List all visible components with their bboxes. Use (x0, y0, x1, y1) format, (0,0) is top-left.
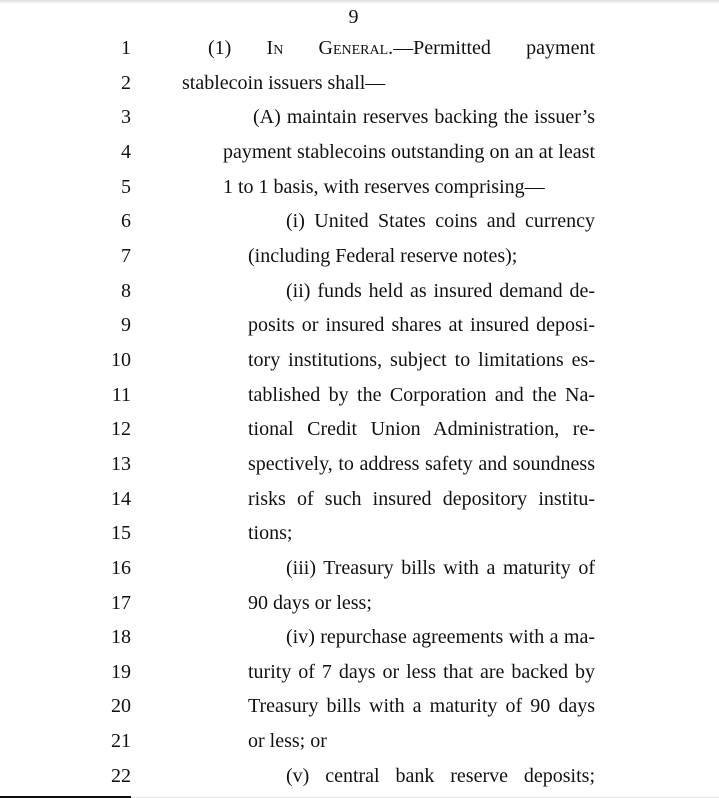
line-number: 21 (111, 730, 131, 753)
text-segment: 90 days or less; (248, 591, 372, 614)
text-segment: posits or insured shares at insured deposi- (248, 314, 595, 337)
small-caps-text: In General. (266, 37, 394, 59)
line-text (248, 239, 595, 274)
text-segment: (iv) repurchase agreements with a ma- (286, 626, 595, 649)
text-line (0, 586, 719, 621)
line-text (248, 412, 595, 447)
line-number: 1 (121, 37, 131, 59)
text-line (0, 239, 719, 274)
text-segment: turity of 7 days or less that are backed by (248, 660, 595, 683)
line-number: 20 (111, 695, 131, 718)
line-text (208, 31, 595, 66)
text-segment: tory institutions, subject to limitations es- (248, 348, 595, 371)
line-text (286, 274, 595, 309)
line-text (248, 482, 595, 517)
text-segment: (i) United States coins and currency (286, 210, 595, 233)
line-text (286, 551, 595, 586)
text-line (0, 620, 719, 655)
text-segment: tional Credit Union Administration, re- (248, 418, 595, 441)
text-line (0, 204, 719, 239)
line-number: 3 (121, 106, 131, 129)
text-line (0, 724, 719, 759)
text-segment: (v) central bank reserve deposits; (286, 764, 595, 787)
page-number: 9 (348, 6, 359, 28)
text-segment: (1) (208, 37, 267, 59)
line-text (286, 204, 595, 239)
line-text (248, 516, 595, 551)
line-text (182, 66, 595, 101)
line-number: 7 (121, 244, 131, 267)
text-line (0, 343, 719, 378)
text-line (0, 31, 719, 66)
line-text (286, 620, 595, 655)
text-line (0, 759, 719, 794)
text-segment: spectively, to address safety and soundness (248, 452, 595, 475)
text-segment: or less; or (248, 730, 327, 753)
text-line (0, 135, 719, 170)
line-number: 4 (121, 140, 131, 163)
text-segment: (iii) Treasury bills with a maturity of (286, 556, 595, 579)
text-segment: (ii) funds held as insured demand de- (286, 279, 595, 302)
line-text (248, 689, 595, 724)
text-segment: payment stablecoins outstanding on an at least (223, 140, 595, 163)
text-segment: risks of such insured depository institu- (248, 487, 595, 510)
line-number: 11 (111, 383, 131, 406)
line-number: 2 (121, 71, 131, 94)
line-text (248, 447, 595, 482)
line-number: 16 (111, 556, 131, 579)
top-shadow (0, 0, 719, 4)
text-line (0, 308, 719, 343)
text-line (0, 689, 719, 724)
line-number: 22 (111, 764, 131, 787)
line-number: 9 (121, 314, 131, 337)
line-number: 5 (121, 175, 131, 198)
line-number: 19 (111, 660, 131, 683)
text-line (0, 274, 719, 309)
text-line (0, 516, 719, 551)
text-segment: tablished by the Corporation and the Na- (248, 383, 595, 406)
text-line (0, 482, 719, 517)
line-text (248, 724, 595, 759)
line-text (248, 378, 595, 413)
line-text (248, 586, 595, 621)
line-number: 8 (121, 279, 131, 302)
line-text (286, 759, 595, 794)
text-lines (0, 31, 719, 793)
text-line (0, 655, 719, 690)
text-line (0, 412, 719, 447)
line-text (223, 135, 595, 170)
text-segment: (A) maintain reserves backing the issuer’s (253, 106, 595, 129)
text-segment: —Permitted payment (393, 37, 595, 59)
line-text (248, 308, 595, 343)
text-segment: 1 to 1 basis, with reserves comprising— (223, 175, 545, 198)
text-line (0, 447, 719, 482)
text-segment: tions; (248, 522, 293, 545)
text-line (0, 170, 719, 205)
line-number: 12 (111, 418, 131, 441)
line-text (253, 100, 595, 135)
line-text (248, 655, 595, 690)
line-text (248, 343, 595, 378)
text-segment: Treasury bills with a maturity of 90 days (248, 695, 595, 718)
line-number: 18 (111, 626, 131, 649)
line-number: 6 (121, 210, 131, 233)
line-number: 13 (111, 452, 131, 475)
text-line (0, 66, 719, 101)
line-text (223, 170, 595, 205)
text-line (0, 378, 719, 413)
line-number: 15 (111, 522, 131, 545)
text-line (0, 551, 719, 586)
text-segment: (including Federal reserve notes); (248, 244, 518, 267)
text-segment: stablecoin issuers shall— (182, 71, 386, 94)
line-number: 10 (111, 348, 131, 371)
line-number: 14 (111, 487, 131, 510)
line-number: 17 (111, 591, 131, 614)
text-line (0, 100, 719, 135)
